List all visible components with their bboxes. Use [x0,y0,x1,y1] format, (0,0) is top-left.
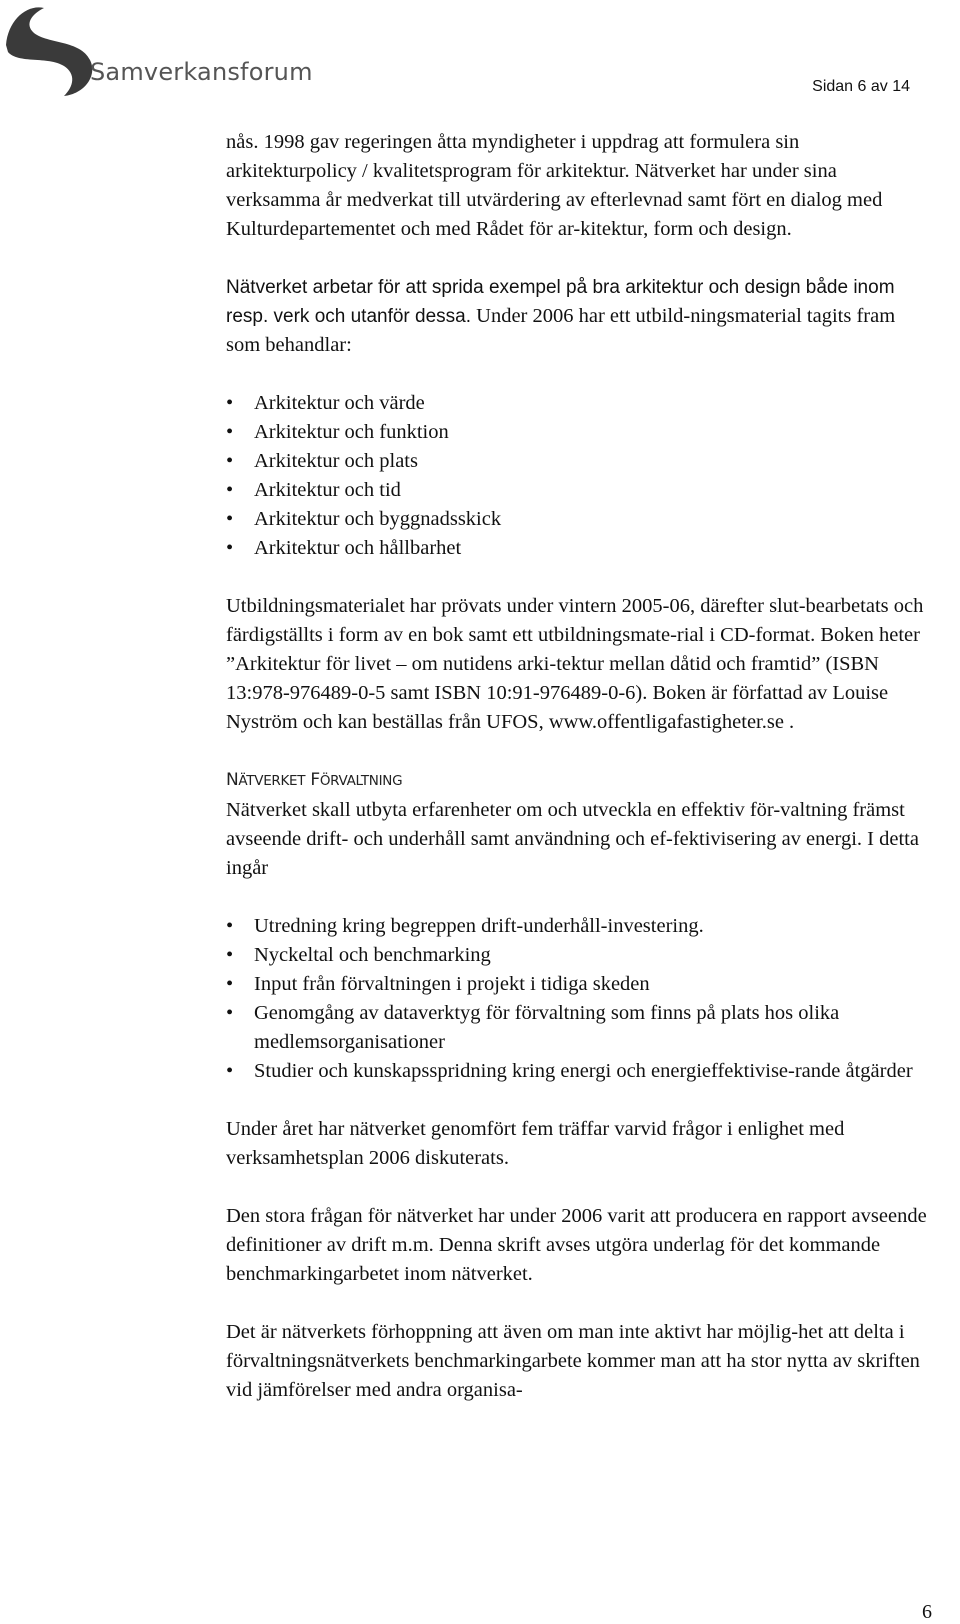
list-item: • Studier och kunskapsspridning kring energi och energieffektivise-rande åtgärder [226,1057,931,1086]
list-item: • Arkitektur och plats [226,447,931,476]
list-item: • Utredning kring begreppen drift-underhåll-investering. [226,912,931,941]
architecture-topics-list [226,389,931,563]
paragraph-sans-part: Nätverket arbetar för att sprida exempel på bra arkitektur och design både inom resp. verk och utanför dessa. [226,277,895,327]
samverkansforum-logo [2,0,312,100]
logo-mark-icon [2,0,102,100]
paragraph-arkitekturpolicy: nås. 1998 gav regeringen åtta myndigheter i uppdrag att formulera sin arkitekturpolicy / kvalitetsprogram för arkitektur. Nätverket har under sina verksamma år medverkat till utvärdering av efterlevnad samt fört en dialog med Kulturdepartementet och med Rådet för ar-kitektur, form och design. [226,131,883,240]
list-item: • Arkitektur och funktion [226,418,931,447]
page-number: 6 [922,1601,932,1623]
list-item: • Arkitektur och värde [226,389,931,418]
paragraph-bok: Utbildningsmaterialet har prövats under vintern 2005-06, därefter slut-bearbetats och färdigställts i form av en bok samt ett utbildningsmate-rial i CD-format. Boken heter ”Arkitektur för livet – om nutidens arki-tektur mellan dåtid och framtid” (ISBN 13:978-976489-0-5 samt ISBN 10:91-976489-0-6). Boken är författad av Louise Nyström och kan beställas från UFOS, www.offentligafastigheter.se . [226,595,924,733]
logo-text: Samverkansforum [90,58,313,86]
list-item: • Nyckeltal och benchmarking [226,941,931,970]
paragraph-forhoppning: Det är nätverkets förhoppning att även om man inte aktivt har möjlig-het att delta i förvaltningsnätverkets benchmarkingarbete kommer man att ha stor nytta av skriften vid jämförelser med andra organisa- [226,1321,920,1401]
list-item: • Arkitektur och byggnadsskick [226,505,931,534]
page-counter: Sidan 6 av 14 [812,78,910,95]
paragraph-forvaltning: Nätverket skall utbyta erfarenheter om och utveckla en effektiv för-valtning främst avseende drift- och underhåll samt användning och ef-fektivisering av energi. I detta ingår [226,799,919,879]
list-item: • Arkitektur och hållbarhet [226,534,931,563]
paragraph-serif-part: Under 2006 har ett utbild-ningsmaterial tagits fram som behandlar: [226,305,896,356]
list-item: • Input från förvaltningen i projekt i tidiga skeden [226,970,931,999]
document-body [226,128,931,1434]
paragraph-rapport: Den stora frågan för nätverket har under 2006 varit att producera en rapport avseende definitioner av drift m.m. Denna skrift avses utgöra underlag för det kommande benchmarkingarbetet inom nätverket. [226,1205,927,1285]
paragraph-utbildningsmaterial [226,273,931,360]
paragraph-traffar: Under året har nätverket genomfört fem träffar varvid frågor i enlighet med verksamhetsplan 2006 diskuterats. [226,1118,845,1169]
list-item: • Arkitektur och tid [226,476,931,505]
section-heading-natverket-forvaltning: NÄTVERKET FÖRVALTNING [226,770,403,790]
list-item: • Genomgång av dataverktyg för förvaltning som finns på plats hos olika medlemsorganisationer [226,999,931,1057]
management-topics-list [226,912,931,1086]
